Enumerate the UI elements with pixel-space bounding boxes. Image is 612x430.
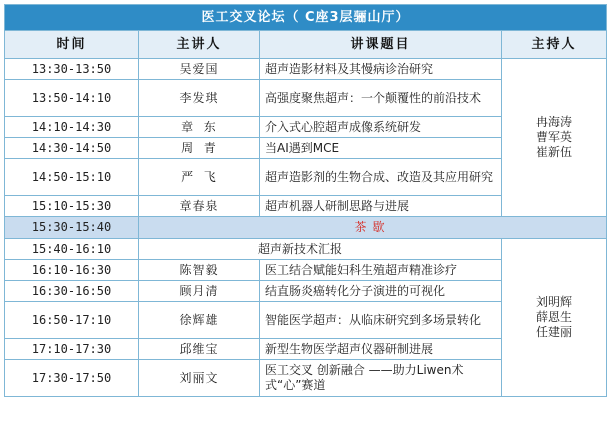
row-time: 15:10-15:30 <box>5 196 139 217</box>
row-speaker: 严 飞 <box>139 159 260 196</box>
row-topic: 当AI遇到MCE <box>260 138 502 159</box>
row-speaker: 吴爱国 <box>139 59 260 80</box>
row-topic: 医工交叉 创新融合 ——助力Liwen术式“心”赛道 <box>260 360 502 397</box>
session1-hosts <box>502 59 607 217</box>
table-row <box>5 59 607 80</box>
section-row <box>5 239 607 260</box>
row-speaker: 刘丽文 <box>139 360 260 397</box>
row-speaker: 邱维宝 <box>139 339 260 360</box>
row-time: 16:50-17:10 <box>5 302 139 339</box>
row-topic: 结直肠炎癌转化分子演进的可视化 <box>260 281 502 302</box>
host-name: 薛恩生 <box>535 310 572 324</box>
header-speaker: 主讲人 <box>139 31 260 59</box>
forum-title: 医工交叉论坛（ C座3层骊山厅） <box>5 5 607 31</box>
row-topic: 介入式心腔超声成像系统研发 <box>260 117 502 138</box>
forum-schedule-table <box>4 4 607 397</box>
row-speaker: 顾月清 <box>139 281 260 302</box>
host-name: 任建丽 <box>535 325 572 339</box>
section-label: 超声新技术汇报 <box>139 239 502 260</box>
row-time: 14:30-14:50 <box>5 138 139 159</box>
section-time: 15:40-16:10 <box>5 239 139 260</box>
header-row <box>5 31 607 59</box>
row-time: 13:30-13:50 <box>5 59 139 80</box>
row-time: 14:50-15:10 <box>5 159 139 196</box>
row-speaker: 周 青 <box>139 138 260 159</box>
table-title-row <box>5 5 607 31</box>
row-topic: 超声造影剂的生物合成、改造及其应用研究 <box>260 159 502 196</box>
host-name: 刘明辉 <box>535 295 572 309</box>
row-time: 14:10-14:30 <box>5 117 139 138</box>
row-topic: 新型生物医学超声仪器研制进展 <box>260 339 502 360</box>
host-name: 曹军英 <box>535 130 572 144</box>
host-name: 冉海涛 <box>535 115 572 129</box>
row-topic: 智能医学超声：从临床研究到多场景转化 <box>260 302 502 339</box>
row-speaker: 徐辉雄 <box>139 302 260 339</box>
row-time: 17:10-17:30 <box>5 339 139 360</box>
row-topic: 高强度聚焦超声：一个颠覆性的前沿技术 <box>260 80 502 117</box>
row-speaker: 李发琪 <box>139 80 260 117</box>
header-topic: 讲课题目 <box>260 31 502 59</box>
header-host: 主持人 <box>502 31 607 59</box>
row-time: 16:10-16:30 <box>5 260 139 281</box>
row-speaker: 陈智毅 <box>139 260 260 281</box>
row-time: 13:50-14:10 <box>5 80 139 117</box>
break-row <box>5 217 607 239</box>
row-topic: 超声机器人研制思路与进展 <box>260 196 502 217</box>
header-time: 时间 <box>5 31 139 59</box>
row-speaker: 章 东 <box>139 117 260 138</box>
break-label: 茶歇 <box>139 217 607 239</box>
row-topic: 超声造影材料及其慢病诊治研究 <box>260 59 502 80</box>
row-speaker: 章春泉 <box>139 196 260 217</box>
session2-hosts <box>502 239 607 397</box>
row-time: 17:30-17:50 <box>5 360 139 397</box>
host-name: 崔新伍 <box>535 145 572 159</box>
break-time: 15:30-15:40 <box>5 217 139 239</box>
row-topic: 医工结合赋能妇科生殖超声精准诊疗 <box>260 260 502 281</box>
row-time: 16:30-16:50 <box>5 281 139 302</box>
